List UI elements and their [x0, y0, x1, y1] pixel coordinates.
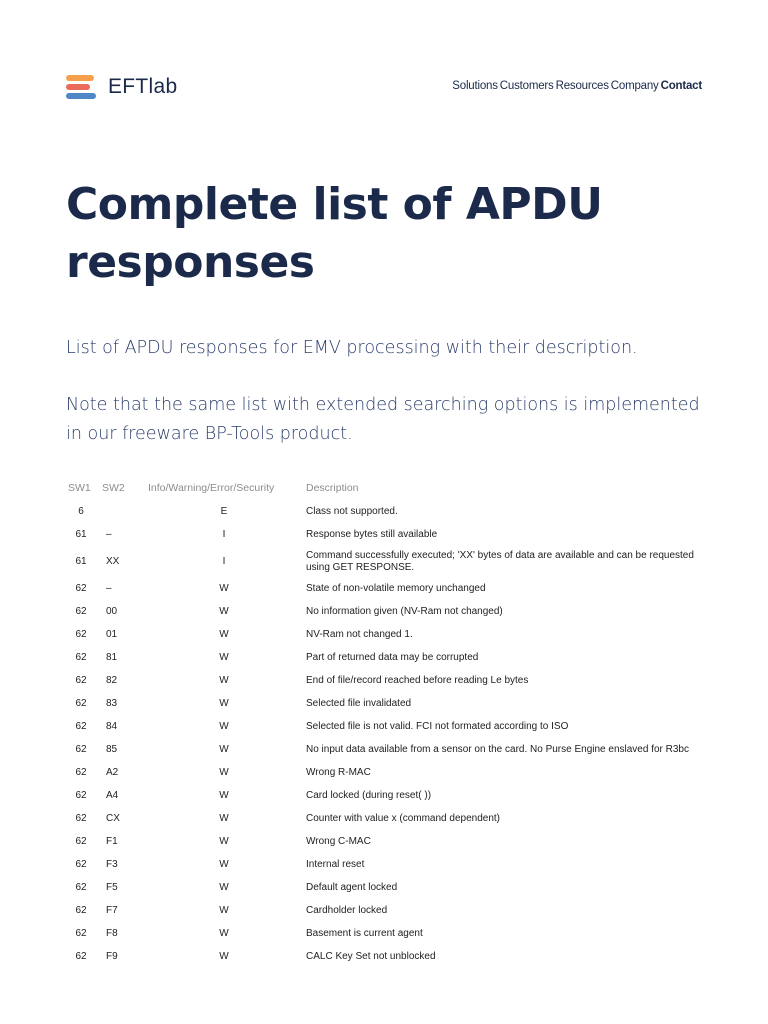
- cell-description: CALC Key Set not unblocked: [306, 950, 436, 962]
- cell-sw2: F3: [106, 859, 118, 870]
- cell-description: Class not supported.: [306, 505, 398, 517]
- cell-description: NV-Ram not changed 1.: [306, 628, 413, 640]
- cell-sw1: 6: [78, 506, 84, 517]
- cell-sw1: 62: [75, 790, 87, 801]
- cell-description: Basement is current agent: [306, 927, 423, 939]
- cell-sw1: 62: [75, 859, 87, 870]
- cell-sw2: 85: [106, 744, 118, 755]
- cell-sw1: 62: [75, 813, 87, 824]
- table-row: [60, 922, 710, 945]
- cell-sw2: 00: [106, 606, 118, 617]
- cell-sw1: 62: [75, 675, 87, 686]
- table-header-row: [60, 476, 710, 500]
- cell-description: End of file/record reached before reading Le bytes: [306, 674, 529, 686]
- cell-type: W: [219, 928, 229, 939]
- cell-type: E: [220, 506, 228, 517]
- table-row: [60, 738, 710, 761]
- nav-item-solutions[interactable]: Solutions: [452, 80, 498, 92]
- column-header-sw1: SW1: [68, 482, 91, 494]
- main-nav: [452, 80, 702, 92]
- cell-sw2: F7: [106, 905, 118, 916]
- cell-sw2: –: [106, 529, 112, 540]
- column-header-description: Description: [306, 482, 359, 494]
- table-row: [60, 784, 710, 807]
- cell-type: W: [219, 882, 229, 893]
- nav-item-resources[interactable]: Resources: [555, 80, 609, 92]
- cell-description: Response bytes still available: [306, 528, 438, 540]
- table-row: [60, 945, 710, 968]
- cell-description: Internal reset: [306, 858, 365, 870]
- logo-stripe-blue-icon: [66, 93, 96, 99]
- table-row: [60, 546, 710, 577]
- cell-type: W: [219, 652, 229, 663]
- cell-sw2: –: [106, 583, 112, 594]
- apdu-response-table: [60, 476, 710, 968]
- site-header: [0, 0, 768, 120]
- cell-description: Wrong C-MAC: [306, 835, 371, 847]
- table-row: [60, 715, 710, 738]
- cell-type: W: [219, 675, 229, 686]
- cell-sw1: 62: [75, 698, 87, 709]
- cell-sw2: 83: [106, 698, 118, 709]
- nav-item-customers[interactable]: Customers: [499, 80, 554, 92]
- cell-sw1: 62: [75, 767, 87, 778]
- cell-description: Selected file is not valid. FCI not formated according to ISO: [306, 720, 569, 732]
- cell-type: I: [222, 529, 226, 540]
- logo-stripe-orange-icon: [66, 75, 94, 81]
- table-row: [60, 830, 710, 853]
- intro-text: List of APDU responses for EMV processing with their description.: [66, 338, 638, 358]
- cell-sw1: 61: [75, 529, 87, 540]
- cell-description: Command successfully executed; 'XX' bytes of data are available and can be requested using GET RESPONSE.: [306, 549, 694, 573]
- table-row: [60, 523, 710, 546]
- cell-description: Counter with value x (command dependent): [306, 812, 500, 824]
- cell-description: Part of returned data may be corrupted: [306, 651, 479, 663]
- cell-sw2: [102, 500, 142, 523]
- cell-type: W: [219, 905, 229, 916]
- nav-item-contact[interactable]: Contact: [660, 80, 702, 92]
- cell-description: No information given (NV-Ram not changed): [306, 605, 503, 617]
- cell-type: W: [219, 629, 229, 640]
- cell-type: W: [219, 698, 229, 709]
- cell-sw1: 62: [75, 652, 87, 663]
- table-row: [60, 600, 710, 623]
- table-row: [60, 807, 710, 830]
- logo-stripe-red-icon: [66, 84, 90, 90]
- cell-type: W: [219, 744, 229, 755]
- table-row: [60, 761, 710, 784]
- cell-sw1: 62: [75, 928, 87, 939]
- cell-description: Cardholder locked: [306, 904, 388, 916]
- cell-description: Selected file invalidated: [306, 697, 412, 709]
- bp-tools-note: Note that the same list with extended searching options is implemented in our freeware BP-Tools product.: [66, 395, 700, 444]
- nav-item-company[interactable]: Company: [610, 80, 659, 92]
- cell-description: Default agent locked: [306, 881, 398, 893]
- cell-type: W: [219, 859, 229, 870]
- eftlab-logo[interactable]: [66, 72, 178, 102]
- cell-sw1: 62: [75, 836, 87, 847]
- table-row: [60, 876, 710, 899]
- table-row: [60, 669, 710, 692]
- cell-description: Wrong R-MAC: [306, 766, 371, 778]
- cell-type: W: [219, 606, 229, 617]
- cell-sw1: 62: [75, 744, 87, 755]
- page-title: Complete list of APDU responses: [66, 179, 603, 288]
- cell-type: W: [219, 951, 229, 962]
- table-row: [60, 500, 710, 523]
- cell-description: No input data available from a sensor on the card. No Purse Engine enslaved for R3bc: [306, 743, 689, 755]
- cell-description: Card locked (during reset( )): [306, 789, 432, 801]
- cell-sw2: F9: [106, 951, 118, 962]
- column-header-type: Info/Warning/Error/Security: [148, 482, 275, 494]
- cell-sw1: 62: [75, 951, 87, 962]
- cell-type: W: [219, 836, 229, 847]
- table-row: [60, 899, 710, 922]
- cell-type: W: [219, 790, 229, 801]
- cell-sw2: CX: [106, 813, 120, 824]
- cell-sw1: 62: [75, 583, 87, 594]
- cell-sw1: 62: [75, 905, 87, 916]
- cell-type: W: [219, 721, 229, 732]
- table-row: [60, 692, 710, 715]
- cell-type: I: [222, 556, 226, 567]
- cell-sw2: 01: [106, 629, 118, 640]
- cell-sw2: XX: [106, 556, 120, 567]
- cell-sw2: 84: [106, 721, 118, 732]
- cell-sw2: F5: [106, 882, 118, 893]
- cell-sw1: 62: [75, 606, 87, 617]
- cell-sw2: 81: [106, 652, 118, 663]
- cell-sw1: 61: [75, 556, 87, 567]
- cell-sw2: F1: [106, 836, 118, 847]
- cell-sw2: 82: [106, 675, 118, 686]
- cell-type: W: [219, 583, 229, 594]
- cell-sw2: A4: [106, 790, 119, 801]
- cell-type: W: [219, 767, 229, 778]
- cell-sw1: 62: [75, 629, 87, 640]
- cell-sw2: A2: [106, 767, 119, 778]
- cell-sw2: F8: [106, 928, 118, 939]
- logo-text: EFTlab: [108, 75, 178, 98]
- cell-type: W: [219, 813, 229, 824]
- cell-sw1: 62: [75, 721, 87, 732]
- table-row: [60, 623, 710, 646]
- table-row: [60, 853, 710, 876]
- cell-description: State of non-volatile memory unchanged: [306, 582, 486, 594]
- table-row: [60, 646, 710, 669]
- logo-mark-icon: [66, 73, 98, 101]
- cell-sw1: 62: [75, 882, 87, 893]
- table-body: [60, 500, 710, 968]
- table-row: [60, 577, 710, 600]
- column-header-sw2: SW2: [102, 482, 125, 494]
